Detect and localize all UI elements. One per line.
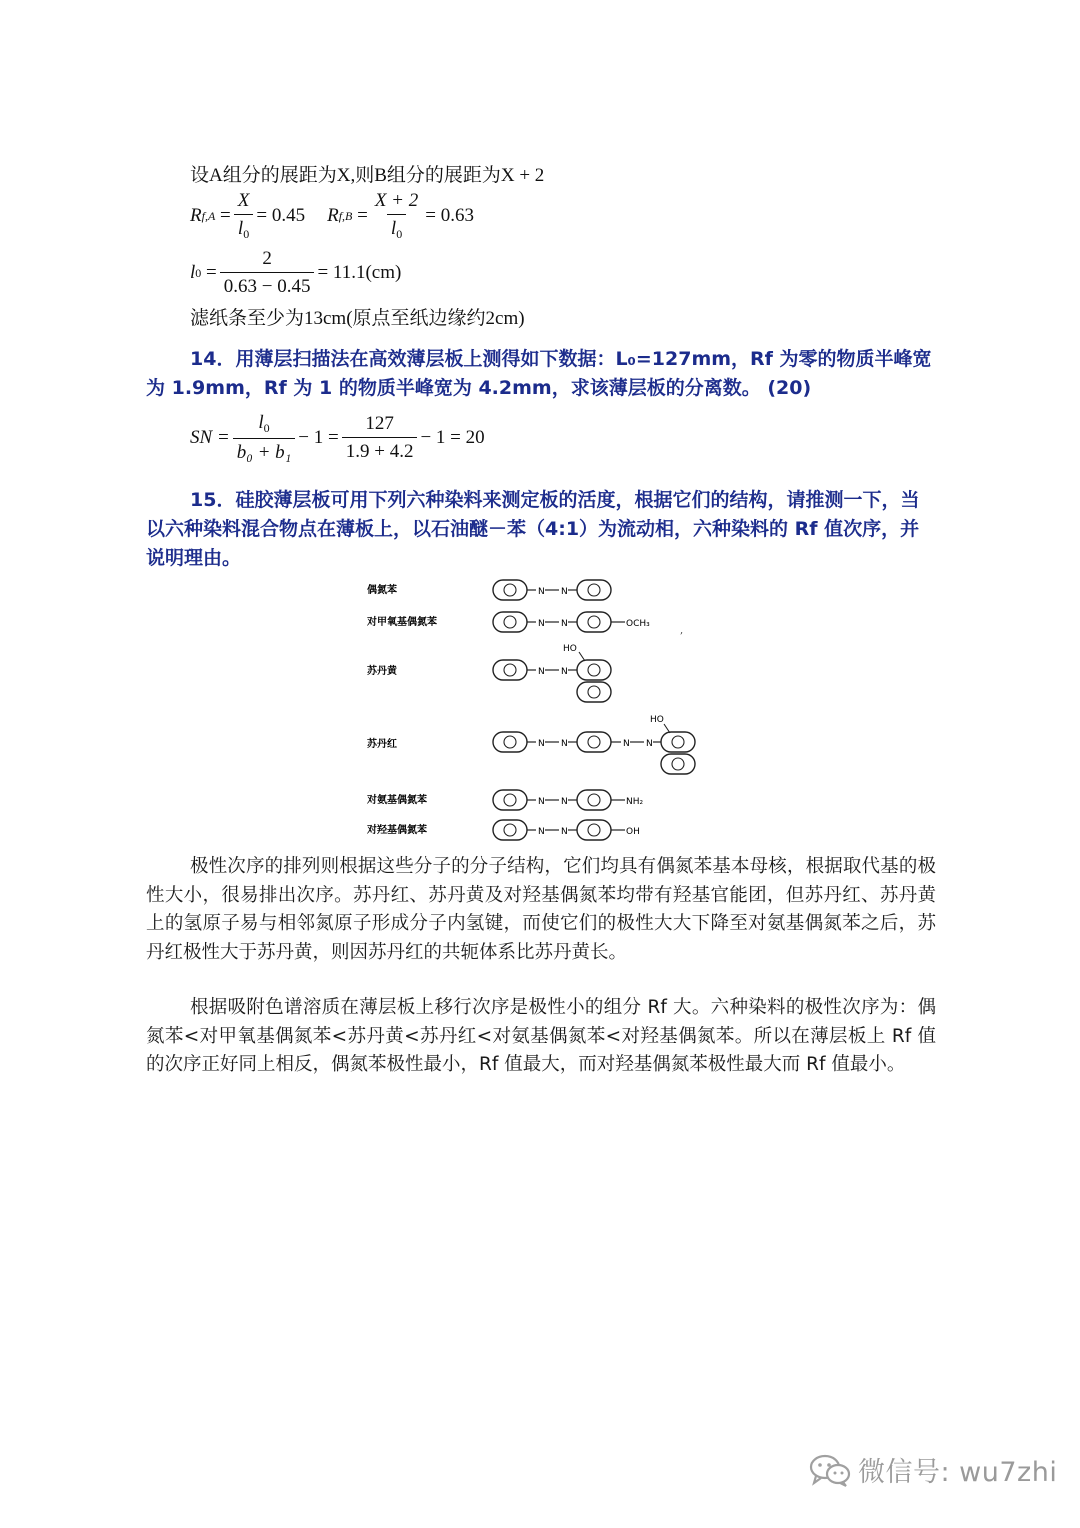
rf-equations: R f,A = $\frac{X}{l_0}$ = 0.45 R f,B = $\frac{X + 2}{l_0}$ = 0.63: [190, 190, 474, 241]
question-15: 15．硅胶薄层板可用下列六种染料来测定板的活度，根据它们的结构，请推测一下，当以六种染料混合物点在薄板上，以石油醚－苯（4:1）为流动相，六种染料的 Rf 值次序，并说明理由。: [146, 489, 920, 569]
structure-amino-azobenzene: [493, 790, 644, 810]
dye-label-amino-azobenzene: 对氨基偶氮苯: [367, 795, 427, 806]
oh-group: OH: [626, 827, 640, 837]
nh2-group: NH₂: [626, 797, 644, 807]
wechat-icon: [808, 1452, 852, 1488]
dye-label-azobenzene: 偶氮苯: [367, 585, 397, 596]
solution13-intro: 设A组分的展距为X,则B组分的展距为X + 2: [190, 165, 545, 186]
structure-sudan-yellow: [493, 644, 611, 702]
svg-text:N: N: [561, 587, 568, 597]
sn-equation: SN = $\frac{l_0}{\text{b₀ + b₁}}$ − 1 = $\frac{127}{1.9 + 4.2}$ − 1 = 20: [190, 412, 485, 463]
dye-label-hydroxy-azobenzene: 对羟基偶氮苯: [367, 825, 427, 836]
sudan-yellow-ho: HO: [563, 644, 577, 654]
och3-group: OCH₃: [626, 619, 650, 629]
structures-svg: [345, 570, 745, 845]
svg-text:N: N: [561, 667, 568, 677]
structure-sudan-red: [493, 715, 695, 774]
svg-text:N: N: [538, 797, 545, 807]
dye-label-sudan-red: 苏丹红: [367, 739, 397, 750]
svg-text:N: N: [538, 667, 545, 677]
wechat-watermark: 微信号: wu7zhi: [808, 1450, 1057, 1489]
structure-hydroxy-azobenzene: [493, 820, 640, 840]
svg-text:N: N: [646, 739, 653, 749]
dye-structures-figure: [345, 570, 745, 845]
sudan-red-ho: HO: [650, 715, 664, 725]
l0-equation: l 0 = $\frac{2}{0.63 - 0.45}$ = 11.1(cm): [190, 248, 402, 297]
answer-paragraph-1: 极性次序的排列则根据这些分子的分子结构，它们均具有偶氮苯基本母核，根据取代基的极性大小，很易排出次序。苏丹红、苏丹黄及对羟基偶氮苯均带有羟基官能团，但苏丹红、苏丹黄上的氢原子易与相邻氮原子形成分子内氢键，而使它们的极性大大下降至对氨基偶氮苯之后，苏丹红极性大于苏丹黄，则因苏丹红的共轭体系比苏丹黄长。: [146, 856, 936, 963]
dye-label-methoxy-azobenzene: 对甲氧基偶氮苯: [367, 617, 437, 628]
svg-text:N: N: [538, 739, 545, 749]
svg-text:N: N: [561, 739, 568, 749]
svg-text:N: N: [561, 827, 568, 837]
svg-text:N: N: [561, 619, 568, 629]
svg-text:N: N: [538, 619, 545, 629]
structure-azobenzene: [493, 580, 611, 600]
solution13-conclusion: 滤纸条至少为13cm(原点至纸边缘约2cm): [190, 308, 525, 329]
answer-paragraph-2: 根据吸附色谱溶质在薄层板上移行次序是极性小的组分 Rf 大。六种染料的极性次序为：偶氮苯<对甲氧基偶氮苯<苏丹黄<苏丹红<对氨基偶氮苯<对羟基偶氮苯。所以在薄层板上 Rf 值的次序正好同上相反，偶氮苯极性最小，Rf 值最大，而对羟基偶氮苯极性最大而 Rf 值最小。: [146, 997, 936, 1075]
svg-text:N: N: [538, 587, 545, 597]
svg-text:N: N: [623, 739, 630, 749]
question-14: 14．用薄层扫描法在高效薄层板上测得如下数据：L₀=127mm，Rf 为零的物质半峰宽为 1.9mm，Rf 为 1 的物质半峰宽为 4.2mm，求该薄层板的分离数。 (20): [146, 348, 932, 399]
dye-label-sudan-yellow: 苏丹黄: [367, 666, 397, 677]
svg-text:,: ,: [680, 625, 684, 636]
svg-text:N: N: [538, 827, 545, 837]
svg-text:N: N: [561, 797, 568, 807]
structure-methoxy-azobenzene: [493, 612, 683, 636]
